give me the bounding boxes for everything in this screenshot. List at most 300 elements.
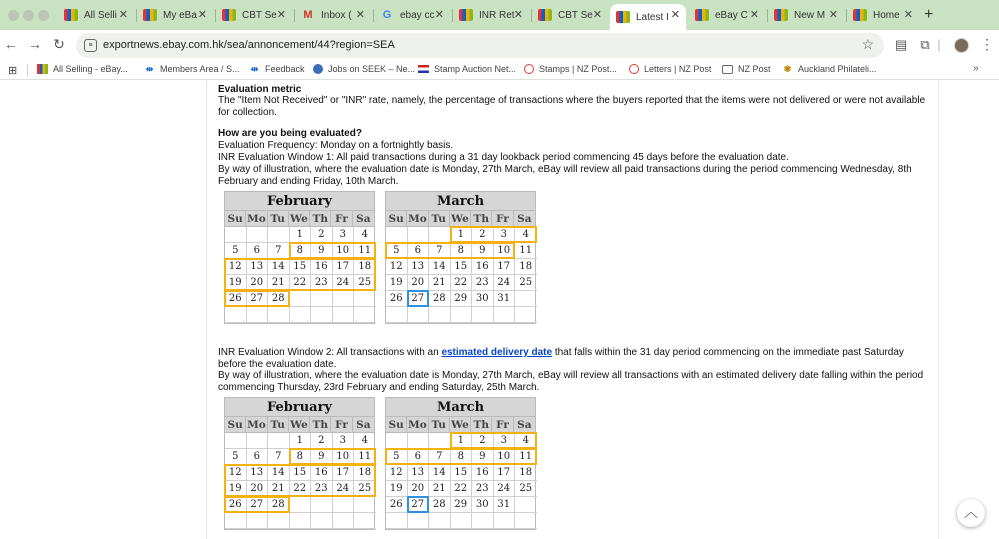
calendar-day: 12 — [225, 465, 247, 481]
calendar-day-empty — [290, 307, 312, 323]
calendar-day-empty — [311, 497, 333, 513]
calendar-day-empty — [225, 433, 247, 449]
calendar-february-window2 — [224, 397, 375, 530]
calendar-day: 12 — [225, 259, 247, 275]
highlight-range — [450, 432, 537, 449]
calendar-day: 25 — [515, 481, 537, 497]
flag-icon — [418, 65, 429, 73]
ebay-favicon — [774, 9, 788, 21]
calendar-day-empty — [225, 513, 247, 529]
calendar-day: 14 — [429, 465, 451, 481]
weekday-label: Fr — [492, 417, 513, 432]
close-icon[interactable]: ✕ — [513, 9, 523, 21]
calendar-day-empty — [515, 291, 537, 307]
calendar-day: 2 — [472, 227, 494, 243]
close-icon[interactable]: ✕ — [828, 9, 838, 21]
calendar-day-empty — [268, 227, 290, 243]
ebay-favicon — [616, 11, 630, 23]
highlight-range — [385, 448, 537, 465]
window2-text-start: INR Evaluation Window 2: All transactions with an — [218, 347, 442, 358]
calendar-day-empty — [311, 307, 333, 323]
calendar-day: 23 — [311, 481, 333, 497]
calendar-day: 27 — [408, 497, 430, 513]
scroll-to-top-button[interactable] — [957, 499, 985, 527]
calendar-day: 30 — [472, 497, 494, 513]
calendar-day: 25 — [354, 481, 376, 497]
browser-toolbar — [0, 30, 999, 60]
google-favicon: G — [382, 9, 392, 21]
weekday-label: Mo — [408, 213, 427, 225]
calendar-day: 7 — [429, 243, 451, 259]
window1-text: INR Evaluation Window 1: All paid transactions during a 31 day lookback period commencing 45 days before the evaluation date. — [218, 152, 789, 163]
calendar-day: 21 — [429, 481, 451, 497]
calendar-day: 1 — [290, 433, 312, 449]
weekday-label: Fr — [331, 211, 352, 226]
calendar-day: 3 — [494, 227, 516, 243]
calendar-day: 8 — [451, 449, 473, 465]
calendar-day: 9 — [472, 449, 494, 465]
calendar-day-empty — [386, 307, 408, 323]
bookmark-label: Auckland Philateli... — [798, 64, 877, 74]
calendar-day: 15 — [290, 259, 312, 275]
calendar-day: 17 — [333, 259, 355, 275]
bookmark-label: Stamp Auction Net... — [434, 64, 517, 74]
calendar-day: 20 — [408, 481, 430, 497]
calendar-day: 14 — [268, 465, 290, 481]
calendar-day: 28 — [429, 497, 451, 513]
calendar-day: 20 — [408, 275, 430, 291]
calendar-day: 9 — [311, 449, 333, 465]
weekday-label: We — [289, 211, 310, 226]
calendar-day-empty — [494, 513, 516, 529]
calendar-day-empty — [333, 307, 355, 323]
calendar-day: 24 — [333, 275, 355, 291]
calendar-day-empty — [354, 307, 376, 323]
calendar-day: 5 — [386, 243, 408, 259]
calendar-day-empty — [268, 433, 290, 449]
calendar-day: 13 — [247, 259, 269, 275]
tab-label: My eBa — [163, 9, 197, 21]
calendar-day-empty — [429, 513, 451, 529]
calendar-day: 26 — [225, 497, 247, 513]
weekday-label: Tu — [268, 211, 289, 226]
calendar-day: 7 — [268, 243, 290, 259]
calendar-day-empty — [354, 497, 376, 513]
weekday-label: Su — [225, 417, 246, 432]
tab-9[interactable] — [768, 4, 844, 26]
reload-icon[interactable]: ↻ — [53, 36, 65, 52]
globe-icon — [313, 64, 323, 74]
highlight-range — [289, 448, 376, 465]
calendar-day: 28 — [429, 291, 451, 307]
weekday-label: Su — [386, 417, 407, 432]
evaluation-day-marker — [407, 496, 430, 513]
eval-frequency: Evaluation Frequency: Monday on a fortnightly basis. — [218, 140, 454, 151]
calendar-day-empty — [333, 291, 355, 307]
calendar-day: 3 — [494, 433, 516, 449]
bookmarks-bar — [0, 60, 999, 80]
ebay-favicon — [853, 9, 867, 21]
gmail-favicon: M — [303, 9, 313, 21]
members-icon: ⇹ — [145, 64, 154, 74]
calendar-day: 14 — [429, 259, 451, 275]
calendar-day: 27 — [408, 291, 430, 307]
close-icon[interactable]: ✕ — [903, 9, 913, 21]
weekday-label: Su — [225, 211, 246, 226]
calendar-day: 1 — [290, 227, 312, 243]
calendar-march-window1 — [385, 191, 536, 324]
bookmark-letters-nz-post[interactable] — [629, 64, 711, 74]
calendar-day: 19 — [225, 481, 247, 497]
calendar-day-empty — [451, 307, 473, 323]
bookmark-label: NZ Post — [738, 64, 771, 74]
calendar-day-empty — [386, 513, 408, 529]
forward-arrow-icon[interactable]: → — [28, 36, 42, 52]
calendar-day-empty — [290, 497, 312, 513]
tab-2[interactable] — [216, 4, 292, 26]
weekday-header-row — [225, 211, 374, 227]
calendar-day: 8 — [290, 243, 312, 259]
calendar-day: 10 — [333, 243, 355, 259]
weekday-label: Tu — [429, 211, 450, 226]
calendar-day: 6 — [247, 449, 269, 465]
close-icon[interactable]: ✕ — [118, 9, 128, 21]
calendar-day-empty — [408, 307, 430, 323]
calendar-day: 19 — [225, 275, 247, 291]
calendar-day: 1 — [451, 227, 473, 243]
calendar-day-empty — [333, 513, 355, 529]
weekday-label: Th — [310, 211, 331, 226]
calendar-day-empty — [515, 497, 537, 513]
calendar-day: 13 — [247, 465, 269, 481]
bookmark-stamp-auction[interactable] — [418, 64, 516, 74]
address-bar[interactable] — [76, 33, 884, 58]
calendar-day-empty — [268, 513, 290, 529]
close-icon[interactable]: ✕ — [592, 9, 602, 21]
calendar-day: 13 — [408, 465, 430, 481]
calendar-day-empty — [247, 227, 269, 243]
weekday-header-row — [386, 417, 535, 433]
calendar-day-empty — [515, 307, 537, 323]
maximize-window-icon[interactable] — [38, 10, 49, 21]
highlight-range — [224, 464, 376, 497]
bookmark-label: Feedback — [265, 64, 305, 74]
calendar-day: 20 — [247, 275, 269, 291]
bookmark-star-icon[interactable]: ☆ — [861, 36, 874, 52]
weekday-header-row — [386, 211, 535, 227]
calendar-day: 21 — [268, 481, 290, 497]
close-icon[interactable]: ✕ — [276, 9, 286, 21]
calendar-day: 10 — [494, 449, 516, 465]
ebay-favicon — [64, 9, 78, 21]
evaluation-day-marker — [407, 290, 430, 307]
weekday-label: Sa — [356, 419, 371, 431]
nzpost-icon — [629, 64, 639, 74]
eval-heading: How are you being evaluated? — [218, 128, 362, 139]
toolbar-divider: | — [937, 37, 941, 52]
calendar-day: 31 — [494, 291, 516, 307]
close-icon[interactable]: ✕ — [670, 9, 680, 21]
bookmark-label: Letters | NZ Post — [644, 64, 712, 74]
reader-mode-icon[interactable]: ▤ — [894, 37, 908, 52]
calendar-day: 22 — [290, 275, 312, 291]
calendar-day: 19 — [386, 275, 408, 291]
weekday-label: Tu — [268, 417, 289, 432]
calendar-day: 22 — [290, 481, 312, 497]
weekday-label: Sa — [517, 213, 532, 225]
ebay-favicon — [538, 9, 552, 21]
weekday-label: Mo — [247, 419, 266, 431]
new-tab-icon[interactable]: + — [924, 6, 934, 23]
calendar-day: 15 — [290, 465, 312, 481]
calendar-day-empty — [247, 433, 269, 449]
calendar-day-empty — [290, 513, 312, 529]
calendar-day-empty — [311, 291, 333, 307]
calendar-day: 27 — [247, 291, 269, 307]
page-viewport — [0, 81, 999, 539]
window2-text — [218, 347, 930, 370]
calendar-day: 11 — [354, 243, 376, 259]
weekday-label: Mo — [247, 213, 266, 225]
weekday-label: Th — [471, 417, 492, 432]
calendar-day-empty — [429, 307, 451, 323]
calendar-day: 9 — [311, 243, 333, 259]
calendar-day: 5 — [225, 243, 247, 259]
minimize-window-icon[interactable] — [23, 10, 34, 21]
weekday-label: Th — [471, 211, 492, 226]
calendar-day-empty — [225, 227, 247, 243]
calendar-march-window2 — [385, 397, 536, 530]
tab-label: All Selli — [84, 9, 117, 21]
calendar-day: 2 — [472, 433, 494, 449]
bookmark-stamps-nz-post[interactable] — [524, 64, 617, 74]
calendar-day-empty — [386, 227, 408, 243]
menu-dots-icon[interactable]: ⋮ — [980, 36, 994, 52]
calendar-day: 16 — [472, 259, 494, 275]
calendar-day: 18 — [515, 465, 537, 481]
weekday-label: Sa — [356, 213, 371, 225]
calendar-day: 28 — [268, 291, 290, 307]
calendar-day: 18 — [354, 465, 376, 481]
calendar-day-empty — [333, 497, 355, 513]
profile-avatar[interactable] — [954, 38, 969, 53]
calendar-day: 29 — [451, 497, 473, 513]
ebay-favicon — [459, 9, 473, 21]
calendar-day: 19 — [386, 481, 408, 497]
ebay-favicon — [222, 9, 236, 21]
calendar-day-empty — [429, 433, 451, 449]
calendar-day: 2 — [311, 433, 333, 449]
weekday-header-row — [225, 417, 374, 433]
calendar-day: 3 — [333, 433, 355, 449]
calendar-day: 11 — [515, 243, 537, 259]
calendar-day: 30 — [472, 291, 494, 307]
calendar-day: 25 — [354, 275, 376, 291]
calendar-day-empty — [408, 513, 430, 529]
calendar-day: 15 — [451, 465, 473, 481]
tab-10[interactable] — [847, 4, 919, 26]
window1-example: By way of illustration, where the evaluation date is Monday, 27th March, eBay will review all paid transactions during the period commencing Wednesday, 8th February and ending Friday, 10th March. — [218, 164, 912, 187]
calendar-day-empty — [494, 307, 516, 323]
calendar-day: 7 — [268, 449, 290, 465]
close-icon[interactable]: ✕ — [355, 9, 365, 21]
calendar-day: 18 — [515, 259, 537, 275]
calendar-day: 7 — [429, 449, 451, 465]
folder-icon — [722, 65, 733, 74]
window2-text-end: that falls within the 31 day period commencing on the immediate past Saturday before the evaluation date. — [218, 347, 904, 370]
close-window-icon[interactable] — [8, 10, 19, 21]
highlight-range — [289, 242, 376, 259]
bookmark-members-area[interactable] — [144, 64, 240, 74]
calendar-day: 22 — [451, 481, 473, 497]
calendar-day: 10 — [494, 243, 516, 259]
calendar-day: 3 — [333, 227, 355, 243]
calendar-day: 23 — [311, 275, 333, 291]
calendar-day: 5 — [386, 449, 408, 465]
calendar-day: 12 — [386, 465, 408, 481]
extensions-puzzle-icon[interactable]: ⧉ — [920, 37, 930, 52]
bookmark-nz-post-folder[interactable] — [722, 64, 771, 74]
ebay-favicon — [37, 64, 48, 74]
calendar-day-empty — [354, 291, 376, 307]
calendar-day: 8 — [451, 243, 473, 259]
ebay-favicon — [695, 9, 709, 21]
calendar-day: 16 — [472, 465, 494, 481]
calendar-day-empty — [225, 307, 247, 323]
weekday-label: We — [289, 417, 310, 432]
calendar-day: 23 — [472, 275, 494, 291]
weekday-label: Mo — [408, 419, 427, 431]
calendar-day-empty — [515, 513, 537, 529]
weekday-label: We — [450, 417, 471, 432]
apps-grid-icon[interactable]: ⊞ — [8, 65, 18, 77]
auckland-icon: ✾ — [783, 64, 792, 74]
calendar-day: 5 — [225, 449, 247, 465]
calendar-day-empty — [247, 307, 269, 323]
calendar-day: 6 — [408, 243, 430, 259]
calendar-day-empty — [354, 513, 376, 529]
calendar-title: March — [386, 398, 535, 417]
calendar-day: 16 — [311, 465, 333, 481]
calendar-day: 23 — [472, 481, 494, 497]
calendar-day-grid — [225, 433, 374, 529]
calendar-day: 6 — [247, 243, 269, 259]
calendar-day-empty — [311, 513, 333, 529]
feedback-icon: ⇹ — [250, 64, 259, 74]
bookmark-seek-jobs[interactable] — [313, 64, 415, 74]
article-content — [206, 81, 939, 539]
ebay-favicon — [143, 9, 157, 21]
chevron-up-icon: ︿ — [964, 504, 978, 520]
calendar-day: 29 — [451, 291, 473, 307]
weekday-label: We — [450, 211, 471, 226]
calendar-day: 21 — [429, 275, 451, 291]
calendar-day-empty — [472, 307, 494, 323]
calendar-february-window1 — [224, 191, 375, 324]
calendar-day: 15 — [451, 259, 473, 275]
site-settings-icon[interactable]: ≡ — [84, 39, 97, 52]
tab-8[interactable] — [689, 4, 765, 26]
tab-label: ebay cc — [400, 9, 435, 21]
calendar-day-empty — [408, 227, 430, 243]
calendar-day: 25 — [515, 275, 537, 291]
close-icon[interactable]: ✕ — [749, 9, 759, 21]
bookmark-all-selling[interactable] — [37, 64, 128, 74]
calendar-title: February — [225, 192, 374, 211]
calendar-day: 26 — [386, 291, 408, 307]
tab-4[interactable] — [374, 4, 450, 26]
bookmark-feedback[interactable] — [249, 64, 305, 74]
tab-1[interactable] — [137, 4, 213, 26]
calendar-day: 17 — [494, 465, 516, 481]
calendar-day: 4 — [354, 227, 376, 243]
calendar-day-empty — [268, 307, 290, 323]
back-arrow-icon[interactable]: ← — [4, 36, 18, 52]
calendar-day: 1 — [451, 433, 473, 449]
more-bookmarks-icon[interactable]: » — [973, 63, 979, 74]
calendar-day: 22 — [451, 275, 473, 291]
calendar-day-empty — [290, 291, 312, 307]
calendar-day: 17 — [333, 465, 355, 481]
tab-strip — [0, 0, 999, 30]
calendar-day: 24 — [333, 481, 355, 497]
calendar-day: 24 — [494, 275, 516, 291]
metric-text: The "Item Not Received" or "INR" rate, namely, the percentage of transactions where the buyers reported that the items were not delivered or were not available for collection. — [218, 95, 926, 118]
highlight-range — [385, 242, 515, 259]
tab-0[interactable] — [58, 4, 134, 26]
weekday-label: Sa — [517, 419, 532, 431]
calendar-day: 24 — [494, 481, 516, 497]
calendar-day: 26 — [225, 291, 247, 307]
window2-example: By way of illustration, where the evaluation date is Monday, 27th March, eBay will review all transactions with an estimated delivery date falling within the period commencing Thursday, 23rd February and ending Saturday, 25th March. — [218, 370, 924, 393]
calendar-day: 4 — [515, 227, 537, 243]
close-icon[interactable]: ✕ — [434, 9, 444, 21]
tab-3[interactable] — [295, 4, 371, 26]
calendar-day: 20 — [247, 481, 269, 497]
highlight-range — [224, 290, 290, 307]
calendar-day: 10 — [333, 449, 355, 465]
calendar-day: 4 — [354, 433, 376, 449]
tab-label: CBT Se — [558, 9, 593, 21]
bookmark-label: Stamps | NZ Post... — [539, 64, 617, 74]
calendar-title: February — [225, 398, 374, 417]
url-text[interactable]: exportnews.ebay.com.hk/sea/annoncement/44?region=SEA — [103, 39, 395, 51]
bookmark-auckland-philatelic[interactable] — [782, 64, 877, 74]
calendar-day: 26 — [386, 497, 408, 513]
nzpost-icon — [524, 64, 534, 74]
tab-5[interactable] — [453, 4, 529, 26]
calendar-day: 16 — [311, 259, 333, 275]
close-icon[interactable]: ✕ — [197, 9, 207, 21]
estimated-delivery-date-link[interactable]: estimated delivery date — [441, 347, 553, 358]
calendar-day: 12 — [386, 259, 408, 275]
weekday-label: Th — [310, 417, 331, 432]
calendar-day: 8 — [290, 449, 312, 465]
tab-label: Home — [873, 9, 900, 21]
tab-label: eBay C — [715, 9, 748, 21]
highlight-range — [224, 258, 376, 291]
calendar-day-grid — [386, 227, 535, 323]
weekday-label: Tu — [429, 417, 450, 432]
tab-6[interactable] — [532, 4, 608, 26]
tab-7-active[interactable] — [610, 4, 686, 30]
bookmark-label: Members Area / S... — [160, 64, 240, 74]
highlight-range — [224, 496, 290, 513]
calendar-day: 4 — [515, 433, 537, 449]
metric-heading: Evaluation metric — [218, 84, 302, 95]
calendar-day: 2 — [311, 227, 333, 243]
calendar-day-grid — [386, 433, 535, 529]
